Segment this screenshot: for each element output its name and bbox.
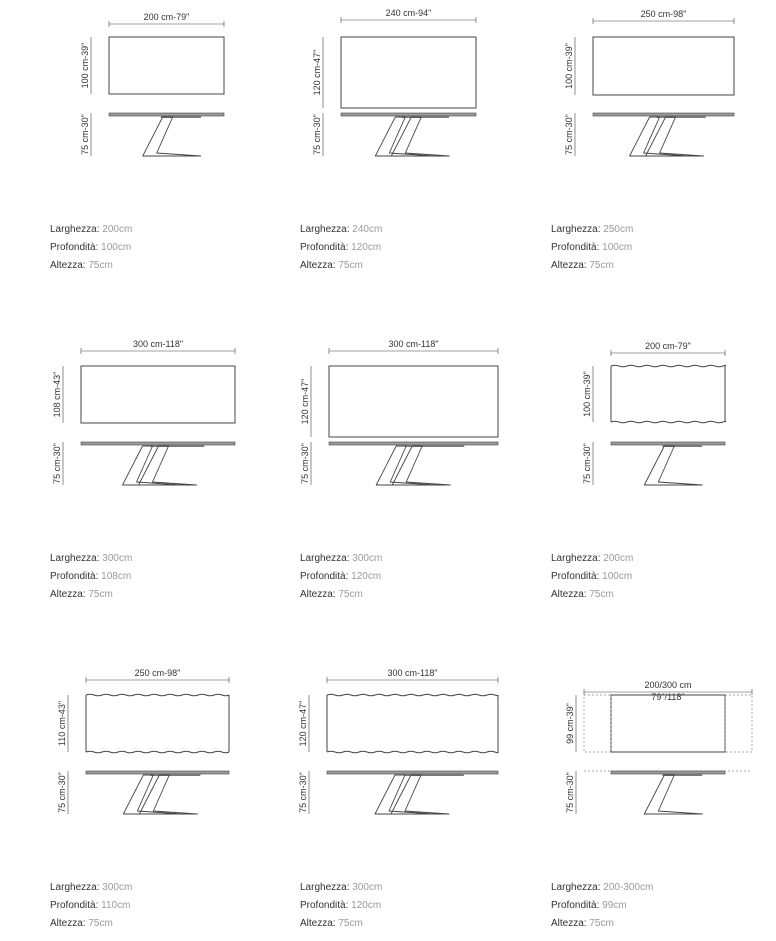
table-top-live-edge <box>86 751 229 753</box>
height-dimension-label: 75 cm-30" <box>52 443 62 484</box>
depth-label: Profondità: <box>50 571 99 582</box>
depth-dimension-label: 108 cm-43" <box>52 371 62 418</box>
width-value: 300cm <box>102 553 133 564</box>
table-leg-1 <box>376 446 434 485</box>
table-top-live-edge <box>611 365 726 367</box>
table-drawing-6 <box>582 341 726 485</box>
depth-value: 110cm <box>101 900 131 911</box>
table-leg-1 <box>644 446 702 485</box>
width-dimension-label: 300 cm-118" <box>388 339 439 349</box>
table-top-live-edge <box>327 694 498 696</box>
depth-dimension-label: 100 cm-39" <box>564 43 574 89</box>
width-dimension-label: 200/300 cm <box>644 680 692 690</box>
depth-dimension-label: 120 cm-47" <box>298 700 308 747</box>
height-value: 75cm <box>88 260 113 271</box>
height-label: Altezza: <box>551 589 587 600</box>
table-leg-1 <box>123 446 181 485</box>
spec-block-2 <box>300 221 520 275</box>
depth-value: 120cm <box>351 242 382 253</box>
table-top-view <box>329 366 498 437</box>
table-drawing-7 <box>57 668 229 814</box>
depth-dimension-label: 120 cm-47" <box>300 378 310 425</box>
table-leg-2 <box>391 117 449 156</box>
slab-support <box>402 116 449 118</box>
table-top-view <box>341 37 476 108</box>
table-slab-side <box>86 771 229 774</box>
depth-value: 100cm <box>101 242 132 253</box>
depth-label: Profondità: <box>50 900 99 911</box>
table-drawing-1 <box>80 12 224 156</box>
depth-dimension-label: 120 cm-47" <box>312 49 322 96</box>
table-slab-side <box>329 442 498 445</box>
table-drawing-5 <box>300 339 498 485</box>
table-slab-side <box>341 113 476 116</box>
width-value: 200cm <box>102 224 133 235</box>
height-value: 75cm <box>589 589 614 600</box>
depth-label: Profondità: <box>300 900 349 911</box>
width-value: 300cm <box>102 882 133 893</box>
table-leg-1 <box>644 775 702 814</box>
height-dimension-label: 75 cm-30" <box>80 114 90 155</box>
slab-support <box>656 116 705 118</box>
height-label: Altezza: <box>300 589 336 600</box>
width-dimension-label: 250 cm-98" <box>134 668 181 678</box>
table-leg-1 <box>143 117 201 156</box>
height-value: 75cm <box>88 589 113 600</box>
table-top-view <box>611 695 725 752</box>
height-dimension-label: 75 cm-30" <box>564 114 574 155</box>
table-leg-2 <box>391 775 449 814</box>
table-drawing-4 <box>52 339 235 485</box>
table-slab-side <box>611 442 725 445</box>
table-slab-side <box>81 442 235 445</box>
table-leg-2 <box>392 446 450 485</box>
height-label: Altezza: <box>50 260 86 271</box>
width-dimension-label: 300 cm-118" <box>132 339 184 349</box>
width-label: Larghezza: <box>300 224 350 235</box>
height-label: Altezza: <box>50 918 86 929</box>
depth-label: Profondità: <box>551 571 600 582</box>
spec-block-9 <box>551 879 771 933</box>
depth-value: 120cm <box>351 571 382 582</box>
table-top-live-edge <box>611 421 726 423</box>
width-dimension-label-inch: 79"/118" <box>651 692 685 702</box>
table-slab-side <box>593 113 734 116</box>
depth-value: 100cm <box>602 242 633 253</box>
width-dimension-label: 250 cm-98" <box>640 9 687 19</box>
width-dimension-label: 200 cm-79" <box>645 341 691 351</box>
depth-label: Profondità: <box>300 571 349 582</box>
depth-dimension-label: 110 cm-43" <box>57 700 67 747</box>
height-label: Altezza: <box>300 260 336 271</box>
width-dimension-label: 240 cm-94" <box>385 8 432 18</box>
width-value: 200cm <box>603 553 634 564</box>
table-top-view <box>81 366 235 423</box>
table-leg-1 <box>630 117 688 156</box>
height-value: 75cm <box>88 918 113 929</box>
table-drawing-2 <box>312 8 476 156</box>
table-leg-1 <box>123 775 181 814</box>
depth-value: 99cm <box>602 900 627 911</box>
height-dimension-label: 75 cm-30" <box>298 772 308 813</box>
width-label: Larghezza: <box>50 882 100 893</box>
extension-leaf <box>584 695 611 752</box>
height-dimension-label: 75 cm-30" <box>312 114 322 155</box>
depth-dimension-label: 100 cm-39" <box>582 371 592 417</box>
table-slab-side <box>109 113 224 116</box>
table-leg-2 <box>646 117 704 156</box>
width-value: 300cm <box>352 882 383 893</box>
width-label: Larghezza: <box>300 553 350 564</box>
width-label: Larghezza: <box>300 882 350 893</box>
depth-dimension-label: 100 cm-39" <box>80 42 90 89</box>
spec-block-7 <box>50 879 270 933</box>
table-leg-1 <box>375 775 433 814</box>
spec-block-3 <box>551 221 771 275</box>
width-label: Larghezza: <box>50 224 100 235</box>
width-dimension-label: 200 cm-79" <box>143 12 190 22</box>
depth-value: 100cm <box>602 571 633 582</box>
depth-dimension-label: 99 cm-39" <box>565 703 575 744</box>
height-value: 75cm <box>589 260 614 271</box>
height-value: 75cm <box>589 918 614 929</box>
table-leg-2 <box>139 446 197 485</box>
spec-block-6 <box>551 550 771 604</box>
height-dimension-label: 75 cm-30" <box>565 772 575 813</box>
height-dimension-label: 75 cm-30" <box>300 443 310 484</box>
table-leg-1 <box>375 117 433 156</box>
height-dimension-label: 75 cm-30" <box>57 772 67 813</box>
depth-value: 108cm <box>101 571 132 582</box>
table-drawing-8 <box>298 668 498 814</box>
table-slab-side <box>327 771 498 774</box>
spec-block-1 <box>50 221 270 275</box>
width-value: 200-300cm <box>603 882 654 893</box>
height-value: 75cm <box>338 260 363 271</box>
extension-leaf <box>725 695 752 752</box>
table-leg-2 <box>139 775 197 814</box>
height-value: 75cm <box>338 589 363 600</box>
height-label: Altezza: <box>551 260 587 271</box>
depth-label: Profondità: <box>300 242 349 253</box>
depth-label: Profondità: <box>50 242 99 253</box>
width-value: 300cm <box>352 553 383 564</box>
width-label: Larghezza: <box>551 553 601 564</box>
width-value: 250cm <box>603 224 634 235</box>
depth-label: Profondità: <box>551 900 600 911</box>
width-value: 240cm <box>352 224 383 235</box>
table-drawing-3 <box>564 9 734 156</box>
width-label: Larghezza: <box>50 553 100 564</box>
height-label: Altezza: <box>50 589 86 600</box>
table-top-view <box>593 37 734 95</box>
height-value: 75cm <box>338 918 363 929</box>
width-dimension-label: 300 cm-118" <box>387 668 438 678</box>
width-label: Larghezza: <box>551 882 601 893</box>
depth-label: Profondità: <box>551 242 600 253</box>
height-label: Altezza: <box>551 918 587 929</box>
width-label: Larghezza: <box>551 224 601 235</box>
spec-block-5 <box>300 550 520 604</box>
slab-support <box>150 774 200 776</box>
spec-block-4 <box>50 550 270 604</box>
table-top-live-edge <box>86 694 229 696</box>
height-dimension-label: 75 cm-30" <box>582 443 592 484</box>
table-slab-side <box>611 771 725 774</box>
table-top-live-edge <box>327 751 498 753</box>
spec-block-8 <box>300 879 520 933</box>
table-top-view <box>109 37 224 94</box>
table-drawing-9 <box>565 680 752 814</box>
height-label: Altezza: <box>300 918 336 929</box>
depth-value: 120cm <box>351 900 382 911</box>
